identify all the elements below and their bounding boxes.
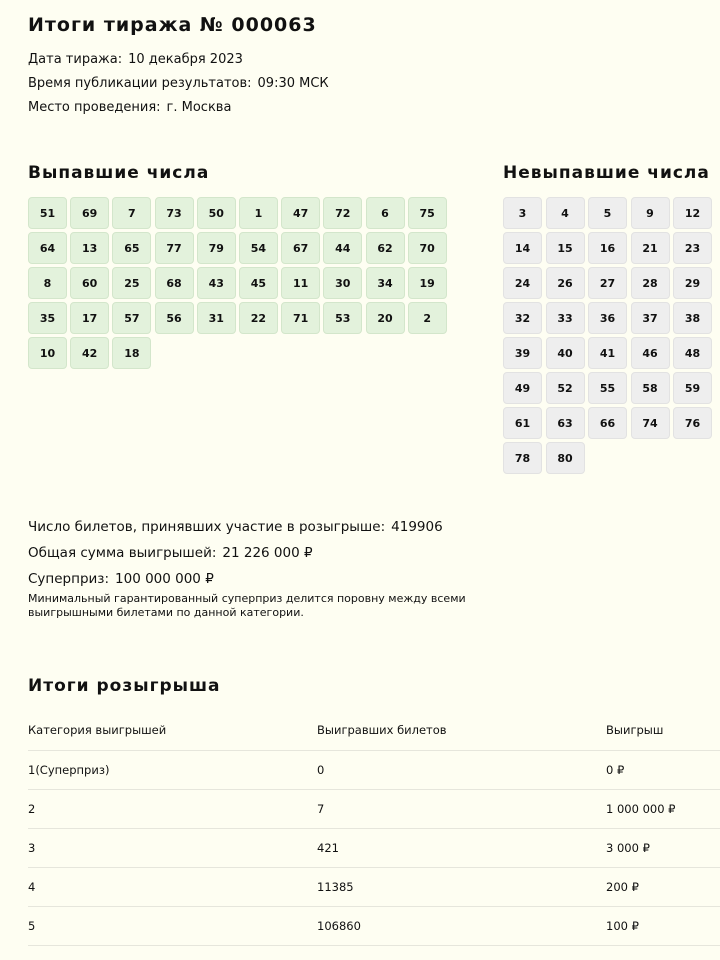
drawn-number-ball: 50 [197, 197, 236, 229]
superprize-label: Суперприз: [28, 571, 110, 587]
drawn-number-ball: 54 [239, 232, 278, 264]
drawn-number-ball: 19 [408, 267, 447, 299]
category-cell: 3 [28, 829, 317, 868]
undrawn-number-ball: 26 [546, 267, 585, 299]
total-winnings [28, 545, 313, 561]
undrawn-number-ball: 52 [546, 372, 585, 404]
undrawn-number-ball: 27 [588, 267, 627, 299]
column-header-prize: Выигрыш [606, 710, 720, 751]
drawn-number-ball: 47 [281, 197, 320, 229]
draw-place [28, 100, 231, 115]
results-header-row [28, 710, 720, 751]
undrawn-number-ball: 14 [503, 232, 542, 264]
undrawn-number-ball: 74 [631, 407, 670, 439]
publish-time [28, 76, 329, 91]
undrawn-number-ball: 4 [546, 197, 585, 229]
category-cell: 2 [28, 790, 317, 829]
undrawn-number-ball: 41 [588, 337, 627, 369]
prize-cell: 3 000 ₽ [606, 829, 720, 868]
drawn-number-ball: 64 [28, 232, 67, 264]
drawn-number-ball: 18 [112, 337, 151, 369]
superprize-value: 100 000 000 ₽ [115, 571, 214, 587]
drawn-number-ball: 10 [28, 337, 67, 369]
drawn-number-ball: 22 [239, 302, 278, 334]
category-cell: 1(Суперприз) [28, 751, 317, 790]
undrawn-number-ball: 32 [503, 302, 542, 334]
drawn-number-ball: 45 [239, 267, 278, 299]
drawn-number-ball: 1 [239, 197, 278, 229]
undrawn-number-ball: 33 [546, 302, 585, 334]
undrawn-number-ball: 59 [673, 372, 712, 404]
drawn-number-ball: 72 [323, 197, 362, 229]
total-winnings-value: 21 226 000 ₽ [222, 545, 313, 561]
prize-cell: 200 ₽ [606, 868, 720, 907]
drawn-number-ball: 11 [281, 267, 320, 299]
undrawn-number-ball: 28 [631, 267, 670, 299]
column-header-winners: Выигравших билетов [317, 710, 606, 751]
drawn-number-ball: 2 [408, 302, 447, 334]
undrawn-number-ball: 29 [673, 267, 712, 299]
undrawn-number-ball: 66 [588, 407, 627, 439]
undrawn-number-ball: 36 [588, 302, 627, 334]
undrawn-number-ball: 63 [546, 407, 585, 439]
drawn-number-ball: 42 [70, 337, 109, 369]
drawn-numbers-heading: Выпавшие числа [28, 163, 210, 183]
table-row [28, 868, 720, 907]
drawn-number-ball: 31 [197, 302, 236, 334]
undrawn-number-ball: 49 [503, 372, 542, 404]
drawn-number-ball: 8 [28, 267, 67, 299]
winners-cell: 11385 [317, 868, 606, 907]
drawn-number-ball: 51 [28, 197, 67, 229]
draw-date-value: 10 декабря 2023 [128, 52, 243, 67]
winners-cell: 106860 [317, 907, 606, 946]
undrawn-numbers-heading: Невыпавшие числа [503, 163, 710, 183]
drawn-number-ball: 53 [323, 302, 362, 334]
undrawn-number-ball: 55 [588, 372, 627, 404]
undrawn-number-ball: 23 [673, 232, 712, 264]
table-row [28, 907, 720, 946]
column-header-category: Категория выигрышей [28, 710, 317, 751]
category-cell: 4 [28, 868, 317, 907]
drawn-number-ball: 62 [366, 232, 405, 264]
undrawn-number-ball: 61 [503, 407, 542, 439]
drawn-number-ball: 77 [155, 232, 194, 264]
publish-time-label: Время публикации результатов: [28, 76, 252, 91]
drawn-number-ball: 7 [112, 197, 151, 229]
undrawn-numbers-grid [503, 197, 720, 474]
drawn-number-ball: 73 [155, 197, 194, 229]
drawn-number-ball: 75 [408, 197, 447, 229]
drawn-number-ball: 34 [366, 267, 405, 299]
drawn-number-ball: 13 [70, 232, 109, 264]
undrawn-number-ball: 3 [503, 197, 542, 229]
undrawn-number-ball: 76 [673, 407, 712, 439]
winners-cell: 7 [317, 790, 606, 829]
results-heading: Итоги розыгрыша [28, 676, 221, 696]
table-row [28, 751, 720, 790]
undrawn-number-ball: 58 [631, 372, 670, 404]
winners-cell: 0 [317, 751, 606, 790]
drawn-number-ball: 69 [70, 197, 109, 229]
prize-cell: 100 ₽ [606, 907, 720, 946]
superprize [28, 571, 214, 587]
winners-cell: 421 [317, 829, 606, 868]
drawn-number-ball: 25 [112, 267, 151, 299]
drawn-number-ball: 6 [366, 197, 405, 229]
tickets-count-value: 419906 [391, 519, 443, 535]
category-cell: 5 [28, 907, 317, 946]
undrawn-number-ball: 12 [673, 197, 712, 229]
undrawn-number-ball: 15 [546, 232, 585, 264]
total-winnings-label: Общая сумма выигрышей: [28, 545, 217, 561]
draw-date [28, 52, 243, 67]
tickets-count-label: Число билетов, принявших участие в розыгрыше: [28, 519, 386, 535]
tickets-count [28, 519, 443, 535]
drawn-number-ball: 70 [408, 232, 447, 264]
publish-time-value: 09:30 МСК [257, 76, 329, 91]
drawn-numbers-grid [28, 197, 453, 369]
drawn-number-ball: 17 [70, 302, 109, 334]
undrawn-number-ball: 16 [588, 232, 627, 264]
drawn-number-ball: 30 [323, 267, 362, 299]
undrawn-number-ball: 39 [503, 337, 542, 369]
prize-cell: 0 ₽ [606, 751, 720, 790]
drawn-number-ball: 67 [281, 232, 320, 264]
draw-place-value: г. Москва [166, 100, 232, 115]
drawn-number-ball: 79 [197, 232, 236, 264]
undrawn-number-ball: 40 [546, 337, 585, 369]
undrawn-number-ball: 48 [673, 337, 712, 369]
drawn-number-ball: 43 [197, 267, 236, 299]
table-row [28, 829, 720, 868]
prize-cell: 1 000 000 ₽ [606, 790, 720, 829]
drawn-number-ball: 35 [28, 302, 67, 334]
drawn-number-ball: 20 [366, 302, 405, 334]
drawn-number-ball: 60 [70, 267, 109, 299]
drawn-number-ball: 71 [281, 302, 320, 334]
undrawn-number-ball: 37 [631, 302, 670, 334]
draw-place-label: Место проведения: [28, 100, 161, 115]
drawn-number-ball: 68 [155, 267, 194, 299]
undrawn-number-ball: 21 [631, 232, 670, 264]
undrawn-number-ball: 80 [546, 442, 585, 474]
undrawn-number-ball: 9 [631, 197, 670, 229]
results-table [28, 710, 720, 946]
undrawn-number-ball: 38 [673, 302, 712, 334]
drawn-number-ball: 44 [323, 232, 362, 264]
drawn-number-ball: 56 [155, 302, 194, 334]
drawn-number-ball: 65 [112, 232, 151, 264]
undrawn-number-ball: 5 [588, 197, 627, 229]
draw-date-label: Дата тиража: [28, 52, 123, 67]
superprize-note: Минимальный гарантированный суперприз делится поровну между всеми выигрышными билетами по данной категории. [28, 592, 466, 619]
page-title: Итоги тиража № 000063 [28, 14, 317, 36]
undrawn-number-ball: 46 [631, 337, 670, 369]
drawn-number-ball: 57 [112, 302, 151, 334]
undrawn-number-ball: 78 [503, 442, 542, 474]
undrawn-number-ball: 24 [503, 267, 542, 299]
table-row [28, 790, 720, 829]
